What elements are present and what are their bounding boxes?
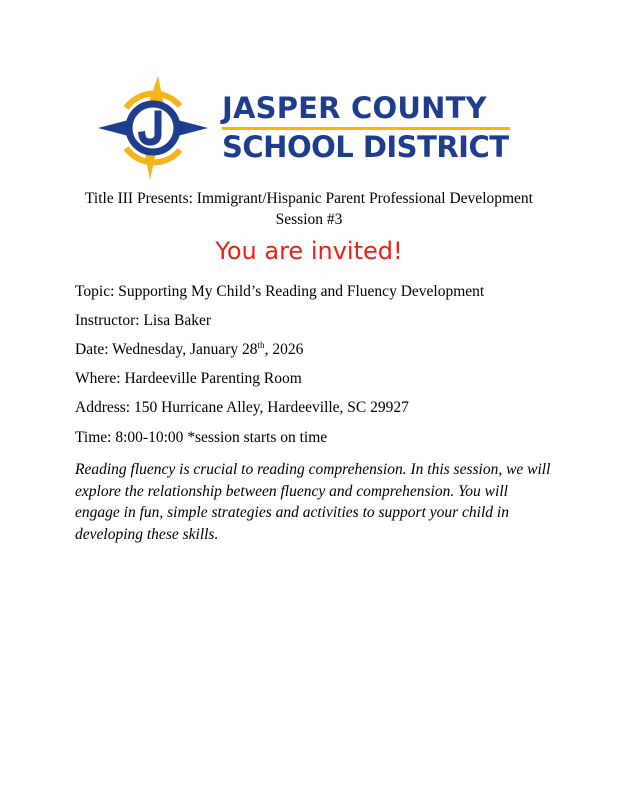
session-number: Session #3 bbox=[275, 211, 343, 228]
date-ordinal: th bbox=[257, 339, 265, 350]
logo-line-jasper-county: JASPER COUNTY bbox=[222, 91, 487, 125]
date-main: Date: Wednesday, January 28 bbox=[75, 341, 258, 358]
compass-j-icon bbox=[96, 72, 210, 184]
date-line bbox=[75, 341, 303, 359]
session-description: Reading fluency is crucial to reading comprehension. In this session, we will explore the relationship between fluency and comprehension. You will engage in fun, simple strategies and activities to support your child in developing these skills. bbox=[75, 461, 551, 543]
location-line: Where: Hardeeville Parenting Room bbox=[75, 370, 302, 387]
district-logo bbox=[96, 72, 516, 184]
address-line: Address: 150 Hurricane Alley, Hardeeville, SC 29927 bbox=[75, 399, 409, 416]
time-line: Time: 8:00-10:00 *session starts on time bbox=[75, 429, 328, 446]
invitation-heading: You are invited! bbox=[215, 237, 403, 265]
instructor-line: Instructor: Lisa Baker bbox=[75, 312, 212, 329]
topic-line: Topic: Supporting My Child’s Reading and Fluency Development bbox=[75, 283, 485, 300]
date-year: , 2026 bbox=[264, 341, 304, 358]
event-series-title: Title III Presents: Immigrant/Hispanic Parent Professional Development bbox=[85, 190, 533, 207]
logo-line-school-district: SCHOOL DISTRICT bbox=[222, 130, 509, 164]
